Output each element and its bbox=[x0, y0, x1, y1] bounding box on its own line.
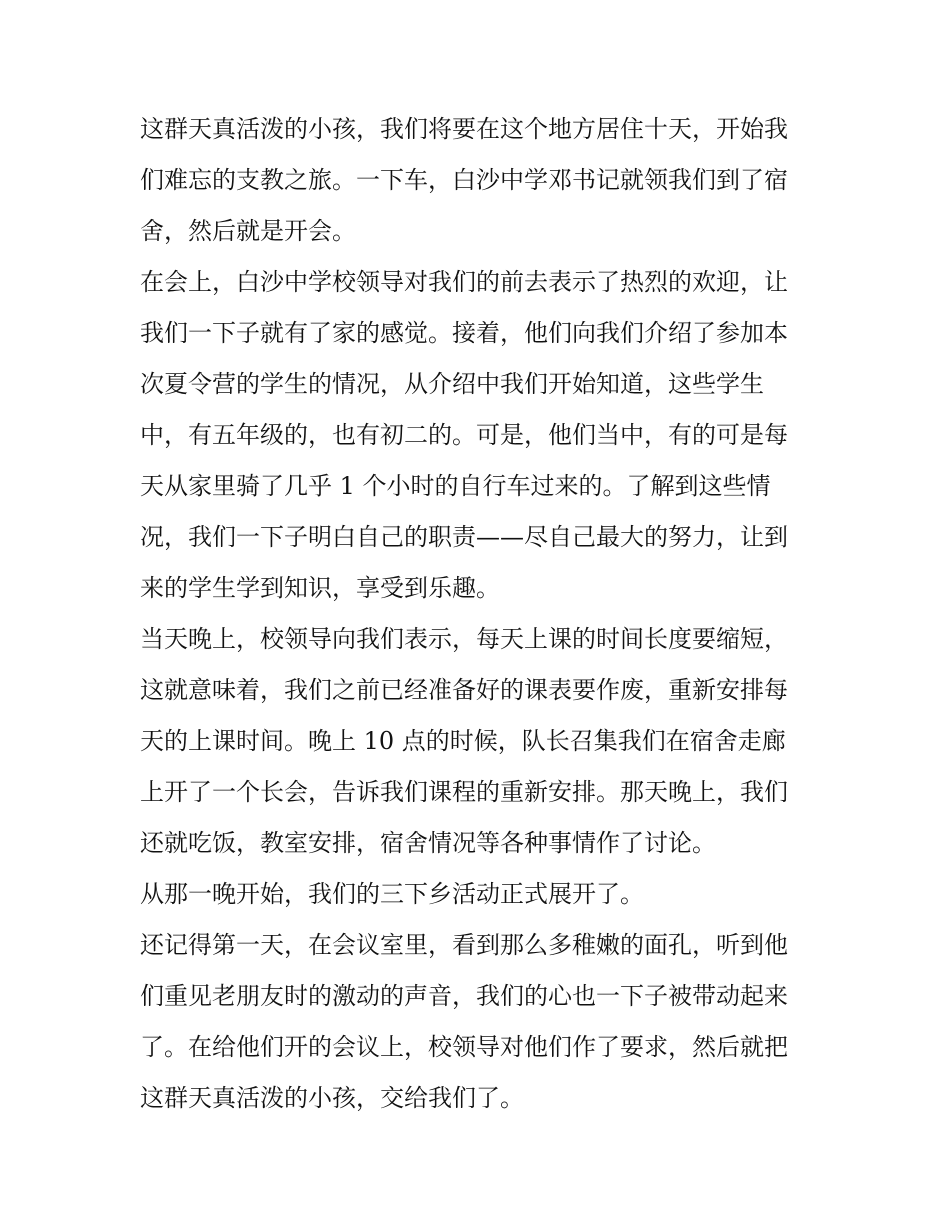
body-text bbox=[140, 104, 820, 1124]
text-line: 在会上，白沙中学校领导对我们的前去表示了热烈的欢迎，让 bbox=[140, 268, 788, 296]
text-line: 舍，然后就是开会。 bbox=[140, 217, 356, 245]
text-line: 天从家里骑了几乎 1 个小时的自行车过来的。了解到这些情 bbox=[140, 472, 771, 500]
text-line: 还记得第一天，在会议室里，看到那么多稚嫩的面孔，听到他 bbox=[140, 931, 788, 959]
text-line: 了。在给他们开的会议上，校领导对他们作了要求，然后就把 bbox=[140, 1033, 788, 1061]
text-line: 们难忘的支教之旅。一下车，白沙中学邓书记就领我们到了宿 bbox=[140, 166, 788, 194]
text-line: 次夏令营的学生的情况，从介绍中我们开始知道，这些学生 bbox=[140, 370, 764, 398]
text-line: 们重见老朋友时的激动的声音，我们的心也一下子被带动起来 bbox=[140, 982, 788, 1010]
text-line: 况，我们一下子明白自己的职责——尽自己最大的努力，让到 bbox=[140, 523, 788, 551]
text-line: 天的上课时间。晚上 10 点的时候，队长召集我们在宿舍走廊 bbox=[140, 727, 786, 755]
text-line: 从那一晚开始，我们的三下乡活动正式展开了。 bbox=[140, 880, 644, 908]
text-line: 这就意味着，我们之前已经准备好的课表要作废，重新安排每 bbox=[140, 676, 788, 704]
text-line: 这群天真活泼的小孩，我们将要在这个地方居住十天，开始我 bbox=[140, 115, 788, 143]
text-line: 当天晚上，校领导向我们表示，每天上课的时间长度要缩短， bbox=[140, 625, 788, 653]
text-line: 来的学生学到知识，享受到乐趣。 bbox=[140, 574, 500, 602]
text-line: 中，有五年级的，也有初二的。可是，他们当中，有的可是每 bbox=[140, 421, 788, 449]
text-line: 上开了一个长会，告诉我们课程的重新安排。那天晚上，我们 bbox=[140, 778, 788, 806]
text-line: 还就吃饭，教室安排，宿舍情况等各种事情作了讨论。 bbox=[140, 829, 716, 857]
text-line: 这群天真活泼的小孩，交给我们了。 bbox=[140, 1084, 524, 1112]
text-line: 我们一下子就有了家的感觉。接着，他们向我们介绍了参加本 bbox=[140, 319, 788, 347]
